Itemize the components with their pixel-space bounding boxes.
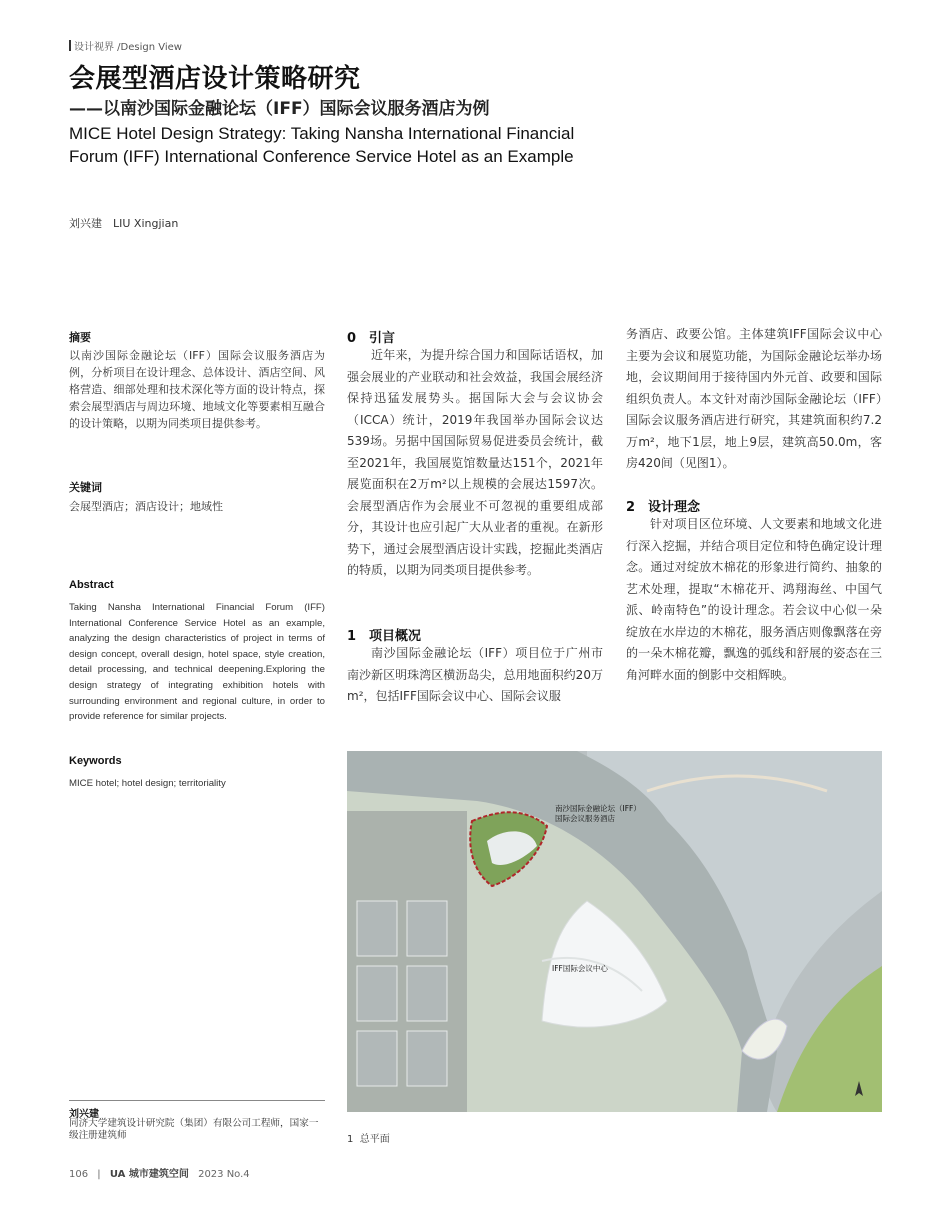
abstract-zh-text: 以南沙国际金融论坛（IFF）国际会议服务酒店为例，分析项目在设计理念、总体设计、酒店空间、风格营造、细部处理和技术深化等方面的设计特点，探索会展型酒店与周边环境、地域文化等要素相互融合的设计策略，以期为同类项目提供参考。 — [69, 349, 325, 430]
section-2-number: 2 — [626, 500, 636, 515]
section-1-title: 项目概况 — [369, 629, 422, 644]
title-en: MICE Hotel Design Strategy: Taking Nansha International Financial Forum (IFF) International Conference Service Hotel as an Example — [69, 124, 575, 166]
label-hotel-line2: 国际会议服务酒店 — [555, 814, 615, 823]
keywords-zh-text: 会展型酒店；酒店设计；地域性 — [69, 500, 223, 513]
label-conference-center: IFF国际会议中心 — [552, 964, 608, 973]
page-footer — [69, 1165, 256, 1180]
section-1-paragraph: 南沙国际金融论坛（IFF）项目位于广州市南沙新区明珠湾区横沥岛尖，总用地面积约20万m²，包括IFF国际会议中心、国际会议服 — [347, 646, 603, 703]
section-1-number: 1 — [347, 629, 357, 644]
section-2-heading — [626, 496, 882, 515]
keywords-en-heading: Keywords — [69, 755, 122, 767]
authors: 刘兴建 LIU Xingjian — [69, 217, 179, 230]
section-0-heading — [347, 327, 603, 346]
abstract-zh-heading: 摘要 — [69, 331, 91, 344]
section-0-number: 0 — [347, 331, 357, 346]
caption-number: 1 — [347, 1134, 354, 1145]
section-2-paragraph: 针对项目区位环境、人文要素和地域文化进行深入挖掘，并结合项目定位和特色确定设计理念。通过对绽放木棉花的形象进行简约、抽象的艺术处理，提取“木棉花开、鸿翔海丝、中国气派、岭南特色”的设计理念。若会议中心似一朵绽放在水岸边的木棉花，服务酒店则像飘落在旁的一朵木棉花瓣，飘逸的弧线和舒展的姿态在三角河畔水面的倒影中交相辉映。 — [626, 517, 882, 682]
abstract-en-heading: Abstract — [69, 579, 114, 591]
bio-divider — [69, 1100, 325, 1101]
section-1-heading — [347, 625, 603, 644]
section-0-paragraph: 近年来，为提升综合国力和国际话语权，加强会展业的产业联动和社会效益，我国会展经济保持迅猛发展势头。据国际大会与会议协会（ICCA）统计，2019年我国举办国际会议达539场。另据中国国际贸易促进委员会统计，截至2021年，我国展览馆数量达151个，2021年展览面积在2万m²以上规模的会展达1597次。会展型酒店作为会展业不可忽视的重要组成部分，其设计也应引起广大从业者的重视。在新形势下，通过会展型酒店设计实践，挖掘此类酒店的特质，以期为同类项目提供参考。 — [347, 348, 603, 577]
keywords-zh-heading: 关键词 — [69, 481, 102, 494]
section-tag-text: 设计视界 /Design View — [74, 42, 182, 53]
journal-issue: 2023 No.4 — [198, 1169, 250, 1180]
caption-text: 总平面 — [359, 1134, 390, 1145]
label-hotel-line1: 南沙国际金融论坛（IFF） — [555, 804, 641, 813]
bio-text: 同济大学建筑设计研究院（集团）有限公司工程师，国家一级注册建筑师 — [69, 1118, 319, 1141]
section-1-paragraph-cont: 务酒店、政要公馆。主体建筑IFF国际会议中心主要为会议和展览功能，为国际金融论坛举办场地，会议期间用于接待国内外元首、政要和国际组织负责人。本文针对南沙国际金融论坛（IFF）国际会议服务酒店进行研究，其建筑面积约7.2万m²，地下1层，地上9层，建筑高50.0m，客房420间（见图1）。 — [626, 327, 882, 470]
section-tag — [69, 38, 182, 53]
title-zh: 会展型酒店设计策略研究 — [69, 64, 361, 94]
section-2-title: 设计理念 — [648, 500, 701, 515]
page-number: 106 — [69, 1169, 89, 1180]
section-0-title: 引言 — [369, 331, 396, 346]
subtitle-zh: ——以南沙国际金融论坛（IFF）国际会议服务酒店为例 — [69, 99, 490, 119]
site-plan-figure — [347, 751, 882, 1112]
bio-name: 刘兴建 — [69, 1109, 99, 1120]
footer-separator: | — [97, 1169, 101, 1180]
abstract-en-text: Taking Nansha International Financial Forum (IFF) International Conference Service Hotel as an example, analyzing the design characteristics of project in terms of design concept, overall design, hotel space, style creation, detail processing, and technical deepening.Exploring the design strategy of integrating exhibition hotels with surrounding environment and regional culture, in order to provide reference for similar projects. — [69, 602, 325, 723]
figure-caption — [347, 1130, 390, 1145]
journal-logo: UA 城市建筑空间 — [109, 1169, 189, 1180]
keywords-en-text: MICE hotel; hotel design; territoriality — [69, 778, 226, 789]
site-plan-svg — [347, 751, 882, 1112]
section-tag-bar — [69, 40, 71, 51]
